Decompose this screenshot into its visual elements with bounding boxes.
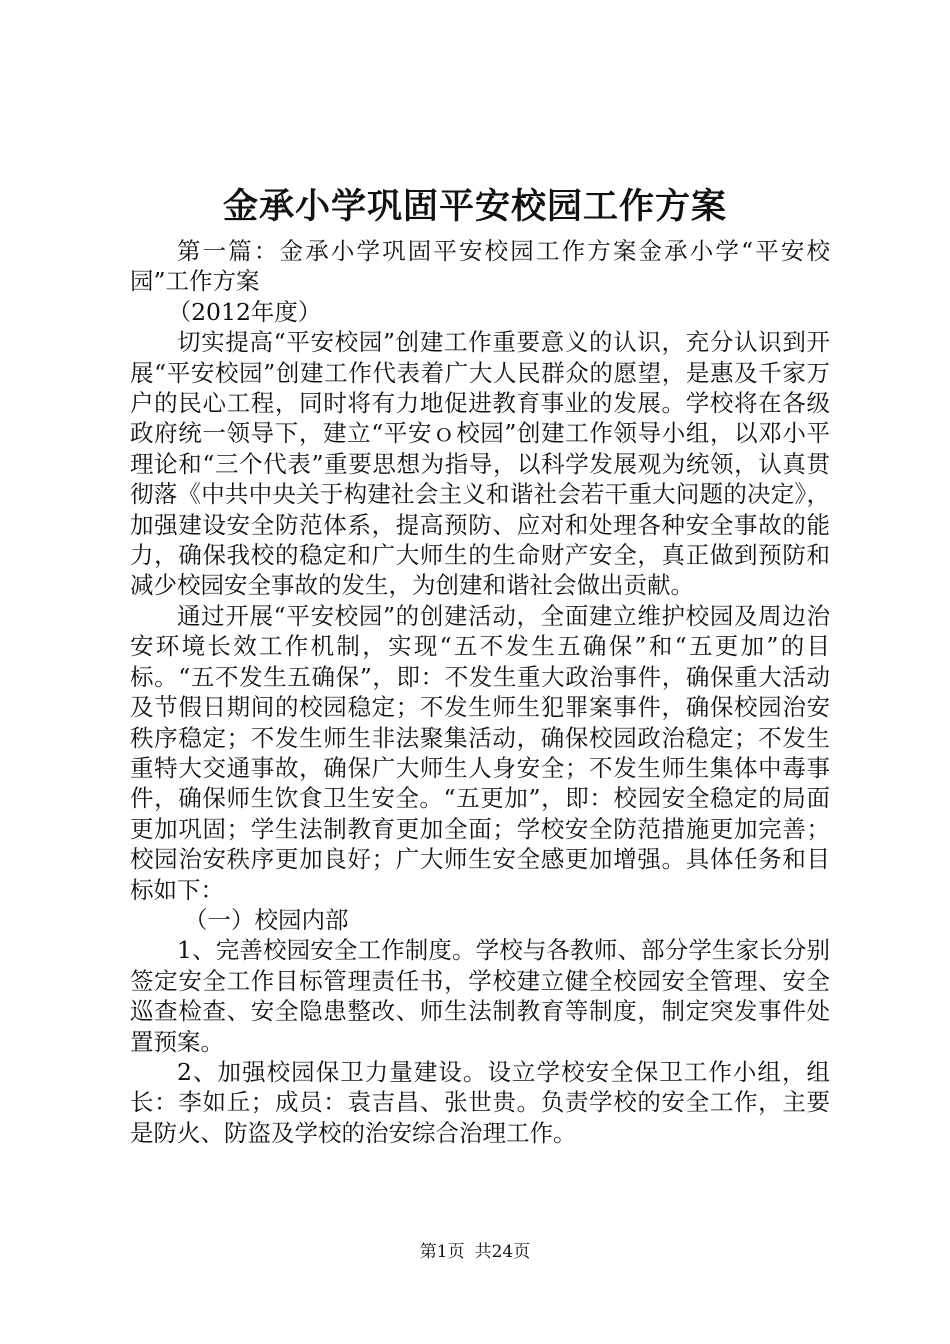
paragraph-importance: 切实提高“平安校园”创建工作重要意义的认识，充分认识到开展“平安校园”创建工作代表着广大人民群众的愿望，是惠及千家万户的民心工程，同时将有力地促进教育事业的发展。学校将在各级政府统一领导下，建立“平安ｏ校园”创建工作领导小组，以邓小平理论和“三个代表”重要思想为指导，以科学发展观为统领，认真贯彻落《中共中央关于构建社会主义和谐社会若干重大问题的决定》，加强建设安全防范体系，提高预防、应对和处理各种安全事故的能力，确保我校的稳定和广大师生的生命财产安全，真正做到预防和减少校园安全事故的发生，为创建和谐社会做出贡献。: [130, 328, 830, 600]
page-total: 共24页: [474, 1242, 531, 1262]
document-body: [130, 236, 830, 1148]
page-footer: [0, 1240, 950, 1264]
section-heading-campus-internal: （一）校园内部: [184, 905, 349, 934]
page-number: 第1页: [419, 1242, 465, 1262]
paragraph-year: （2012年度）: [167, 297, 322, 326]
paragraph-item-2: 2、加强校园保卫力量建设。设立学校安全保卫工作小组，组长：李如丘；成员：袁吉昌、张世贵。负责学校的安全工作，主要是防火、防盗及学校的治安综合治理工作。: [130, 1057, 830, 1147]
paragraph-goals: 通过开展“平安校园”的创建活动，全面建立维护校园及周边治安环境长效工作机制，实现“五不发生五确保”和“五更加”的目标。“五不发生五确保”，即：不发生重大政治事件，确保重大活动及节假日期间的校园稳定；不发生师生犯罪案事件，确保校园治安秩序稳定；不发生师生非法聚集活动，确保校园政治稳定；不发生重特大交通事故，确保广大师生人身安全；不发生师生集体中毒事件，确保师生饮食卫生安全。“五更加”，即：校园安全稳定的局面更加巩固；学生法制教育更加全面；学校安全防范措施更加完善；校园治安秩序更加良好；广大师生安全感更加增强。具体任务和目标如下：: [130, 601, 830, 904]
paragraph-item-1: 1、完善校园安全工作制度。学校与各教师、部分学生家长分别签定安全工作目标管理责任书，学校建立健全校园安全管理、安全巡查检查、安全隐患整改、师生法制教育等制度，制定突发事件处置预案。: [130, 936, 830, 1056]
paragraph-heading: 第一篇：金承小学巩固平安校园工作方案金承小学“平安校园”工作方案: [130, 237, 830, 296]
document-title: 金承小学巩固平安校园工作方案: [222, 186, 727, 227]
